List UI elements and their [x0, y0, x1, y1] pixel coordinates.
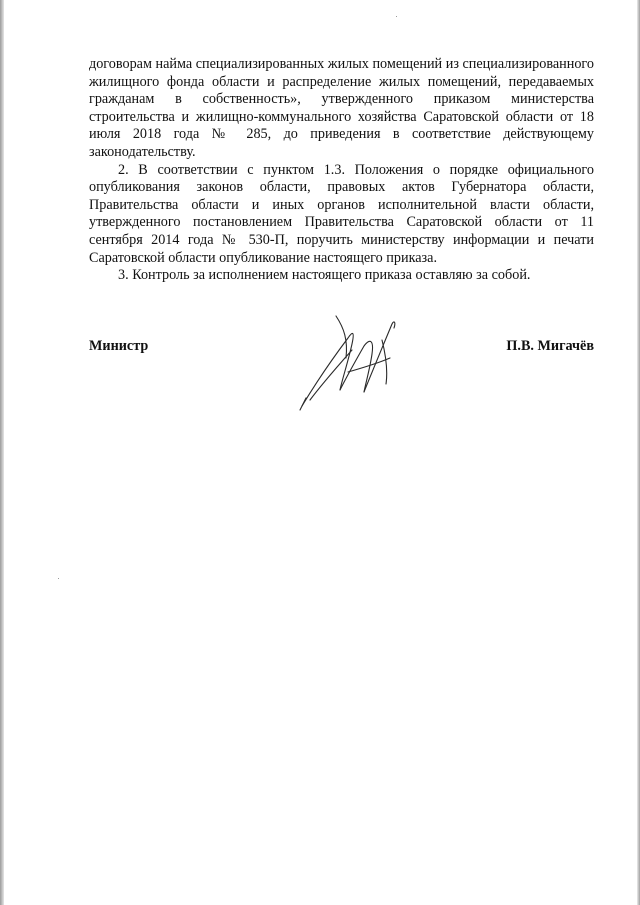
paragraph-item-2: 2. В соответствии с пунктом 1.3. Положения о порядке официального опубликования законов области, правовых актов Губернатора области, Правительства области и иных органов исполнительной власти области, утвержденного постановлением Правительства Саратовской области от 11 сентября 2014 года № 530-П, поручить министерству информации и печати Саратовской области опубликование настоящего приказа. — [89, 161, 594, 266]
signatory-title: Министр — [89, 338, 149, 354]
paragraph-item-3: 3. Контроль за исполнением настоящего приказа оставляю за собой. — [118, 267, 531, 284]
document-body — [89, 56, 594, 285]
signatory-name: П.В. Мигачёв — [506, 338, 594, 354]
paragraph-continuation: договорам найма специализированных жилых помещений из специализированного жилищного фонда области и распределение жилых помещений, передаваемых гражданам в собственность», утвержденного приказом министерства строительства и жилищно-коммунального хозяйства Саратовской области от 18 июля 2018 года № 285, до приведения в соответствие действующему законодательству. — [89, 56, 594, 160]
handwritten-signature — [292, 310, 412, 412]
scan-speck — [58, 578, 59, 579]
scan-edge-left — [0, 0, 4, 905]
scan-speck — [396, 16, 397, 17]
